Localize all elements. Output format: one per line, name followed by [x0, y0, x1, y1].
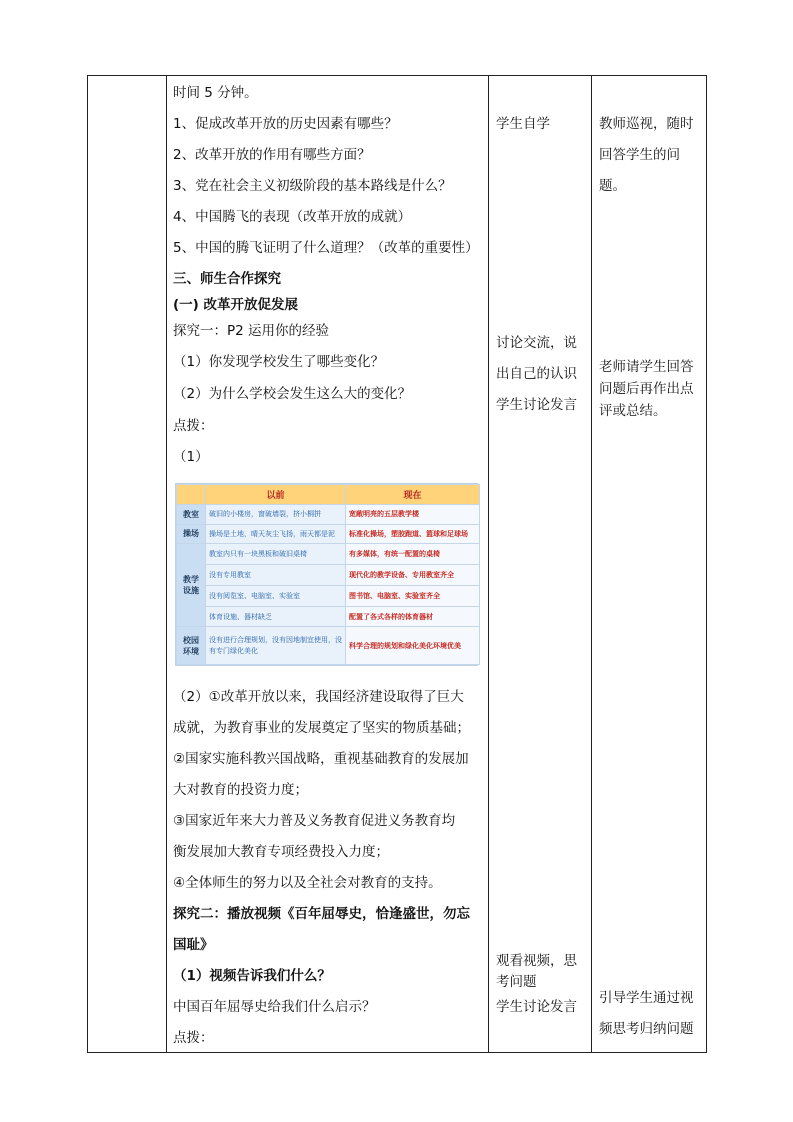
row-before: 教室内只有一块黑板和破旧桌椅: [206, 544, 346, 565]
student-activity-3-line-1: 观看视频，思: [496, 953, 577, 969]
row-before: 破旧的小楼房，窗破墙裂，挤小桐拼: [206, 504, 346, 524]
comparison-header-blank: [177, 485, 206, 505]
teacher-activity-2-line-3: 评或总结。: [599, 403, 667, 419]
row-after: 标准化操场，塑胶跑道、篮球和足球场: [346, 524, 480, 544]
school-change-comparison-table: [175, 483, 478, 666]
question-4: 4、中国腾飞的表现（改革开放的成就）: [173, 209, 412, 225]
explore-1-item-1: （1）: [173, 449, 209, 465]
question-2: 2、改革开放的作用有哪些方面？: [173, 147, 371, 163]
row-after: 有多媒体，有统一配置的桌椅: [346, 544, 480, 565]
question-5: 5、中国的腾飞证明了什么道理？（改革的重要性）: [173, 240, 479, 256]
table-row: [177, 606, 480, 627]
answer-2-line-6: 衡发展加大教育专项经费投入力度；: [173, 844, 389, 860]
comparison-header-row: [177, 485, 480, 505]
table-row: [177, 585, 480, 606]
student-activity-2-line-1: 讨论交流，说: [496, 335, 577, 351]
table-row: [177, 627, 480, 665]
student-activity-1: 学生自学: [496, 116, 550, 132]
section-3-title: 三、师生合作探究: [173, 271, 281, 287]
teacher-activity-1-line-2: 回答学生的问: [599, 147, 680, 163]
column-divider-1: [166, 75, 167, 1053]
comparison-header-now: 现在: [346, 485, 480, 505]
row-after: 科学合理的规划和绿化美化环境优美: [346, 627, 480, 665]
explore-2-q2: 中国百年屈辱史给我们什么启示？: [173, 999, 376, 1015]
question-3: 3、党在社会主义初级阶段的基本路线是什么？: [173, 178, 452, 194]
row-before: 体育设施、器材缺乏: [206, 606, 346, 627]
answer-2-line-3: ②国家实施科教兴国战略，重视基础教育的发展加: [173, 751, 469, 767]
row-after: 现代化的教学设备、专用教室齐全: [346, 565, 480, 586]
teacher-activity-2-line-1: 老师请学生回答: [599, 359, 694, 375]
answer-2-line-4: 大对教育的投资力度；: [173, 782, 308, 798]
explore-1-title: 探究一：P2 运用你的经验: [173, 323, 330, 339]
row-category: 教学设施: [177, 544, 206, 627]
explore-2-q1: （1）视频告诉我们什么？: [173, 968, 331, 984]
row-before: 没有阅览室、电脑室、实验室: [206, 585, 346, 606]
row-before: 没有专用教室: [206, 565, 346, 586]
explore-2-title: 探究二：播放视频《百年屈辱史，恰逢盛世，勿忘: [173, 906, 470, 922]
explore-1-q1: （1）你发现学校发生了哪些变化？: [173, 354, 385, 370]
teacher-activity-1-line-3: 题。: [599, 178, 626, 194]
table-row: [177, 524, 480, 544]
teacher-activity-1-line-1: 教师巡视，随时: [599, 116, 694, 132]
explore-2-hint: 点拨：: [173, 1030, 214, 1046]
column-divider-2: [488, 75, 489, 1053]
column-divider-3: [591, 75, 592, 1053]
row-after: 图书馆、电脑室、实验室齐全: [346, 585, 480, 606]
table-row: [177, 544, 480, 565]
teacher-activity-3-line-1: 引导学生通过视: [599, 990, 694, 1006]
student-activity-3-line-2: 考问题: [496, 974, 537, 990]
question-1: 1、促成改革开放的历史因素有哪些？: [173, 116, 398, 132]
answer-2-line-2: 成就，为教育事业的发展奠定了坚实的物质基础；: [173, 720, 470, 736]
teacher-activity-2-line-2: 问题后再作出点: [599, 381, 694, 397]
student-activity-2-line-3: 学生讨论发言: [496, 397, 577, 413]
comparison-header-before: 以前: [206, 485, 346, 505]
explore-2-title-cont: 国耻》: [173, 937, 214, 953]
row-category: 校园环境: [177, 627, 206, 665]
answer-2-line-1: （2）①改革开放以来，我国经济建设取得了巨大: [173, 689, 464, 705]
table-row: [177, 565, 480, 586]
student-activity-3-line-3: 学生讨论发言: [496, 999, 577, 1015]
row-after: 宽敞明亮的五层教学楼: [346, 504, 480, 524]
subsection-1-title: (一) 改革开放促发展: [173, 297, 299, 313]
row-before: 没有进行合理规划，没有因地制宜使用，没有专门绿化美化: [206, 627, 346, 665]
explore-1-hint: 点拨：: [173, 418, 214, 434]
row-category: 操场: [177, 524, 206, 544]
table-row: [177, 504, 480, 524]
row-category: 教室: [177, 504, 206, 524]
teacher-activity-3-line-2: 频思考归纳问题: [599, 1021, 694, 1037]
row-before: 操场是土地，晴天灰尘飞扬，雨天都是泥: [206, 524, 346, 544]
intro-time: 时间 5 分钟。: [173, 85, 258, 101]
row-after: 配置了各式各样的体育器材: [346, 606, 480, 627]
answer-2-line-5: ③国家近年来大力普及义务教育促进义务教育均: [173, 813, 456, 829]
explore-1-q2: （2）为什么学校会发生这么大的变化？: [173, 386, 412, 402]
student-activity-2-line-2: 出自己的认识: [496, 366, 577, 382]
answer-2-line-7: ④全体师生的努力以及全社会对教育的支持。: [173, 875, 442, 891]
